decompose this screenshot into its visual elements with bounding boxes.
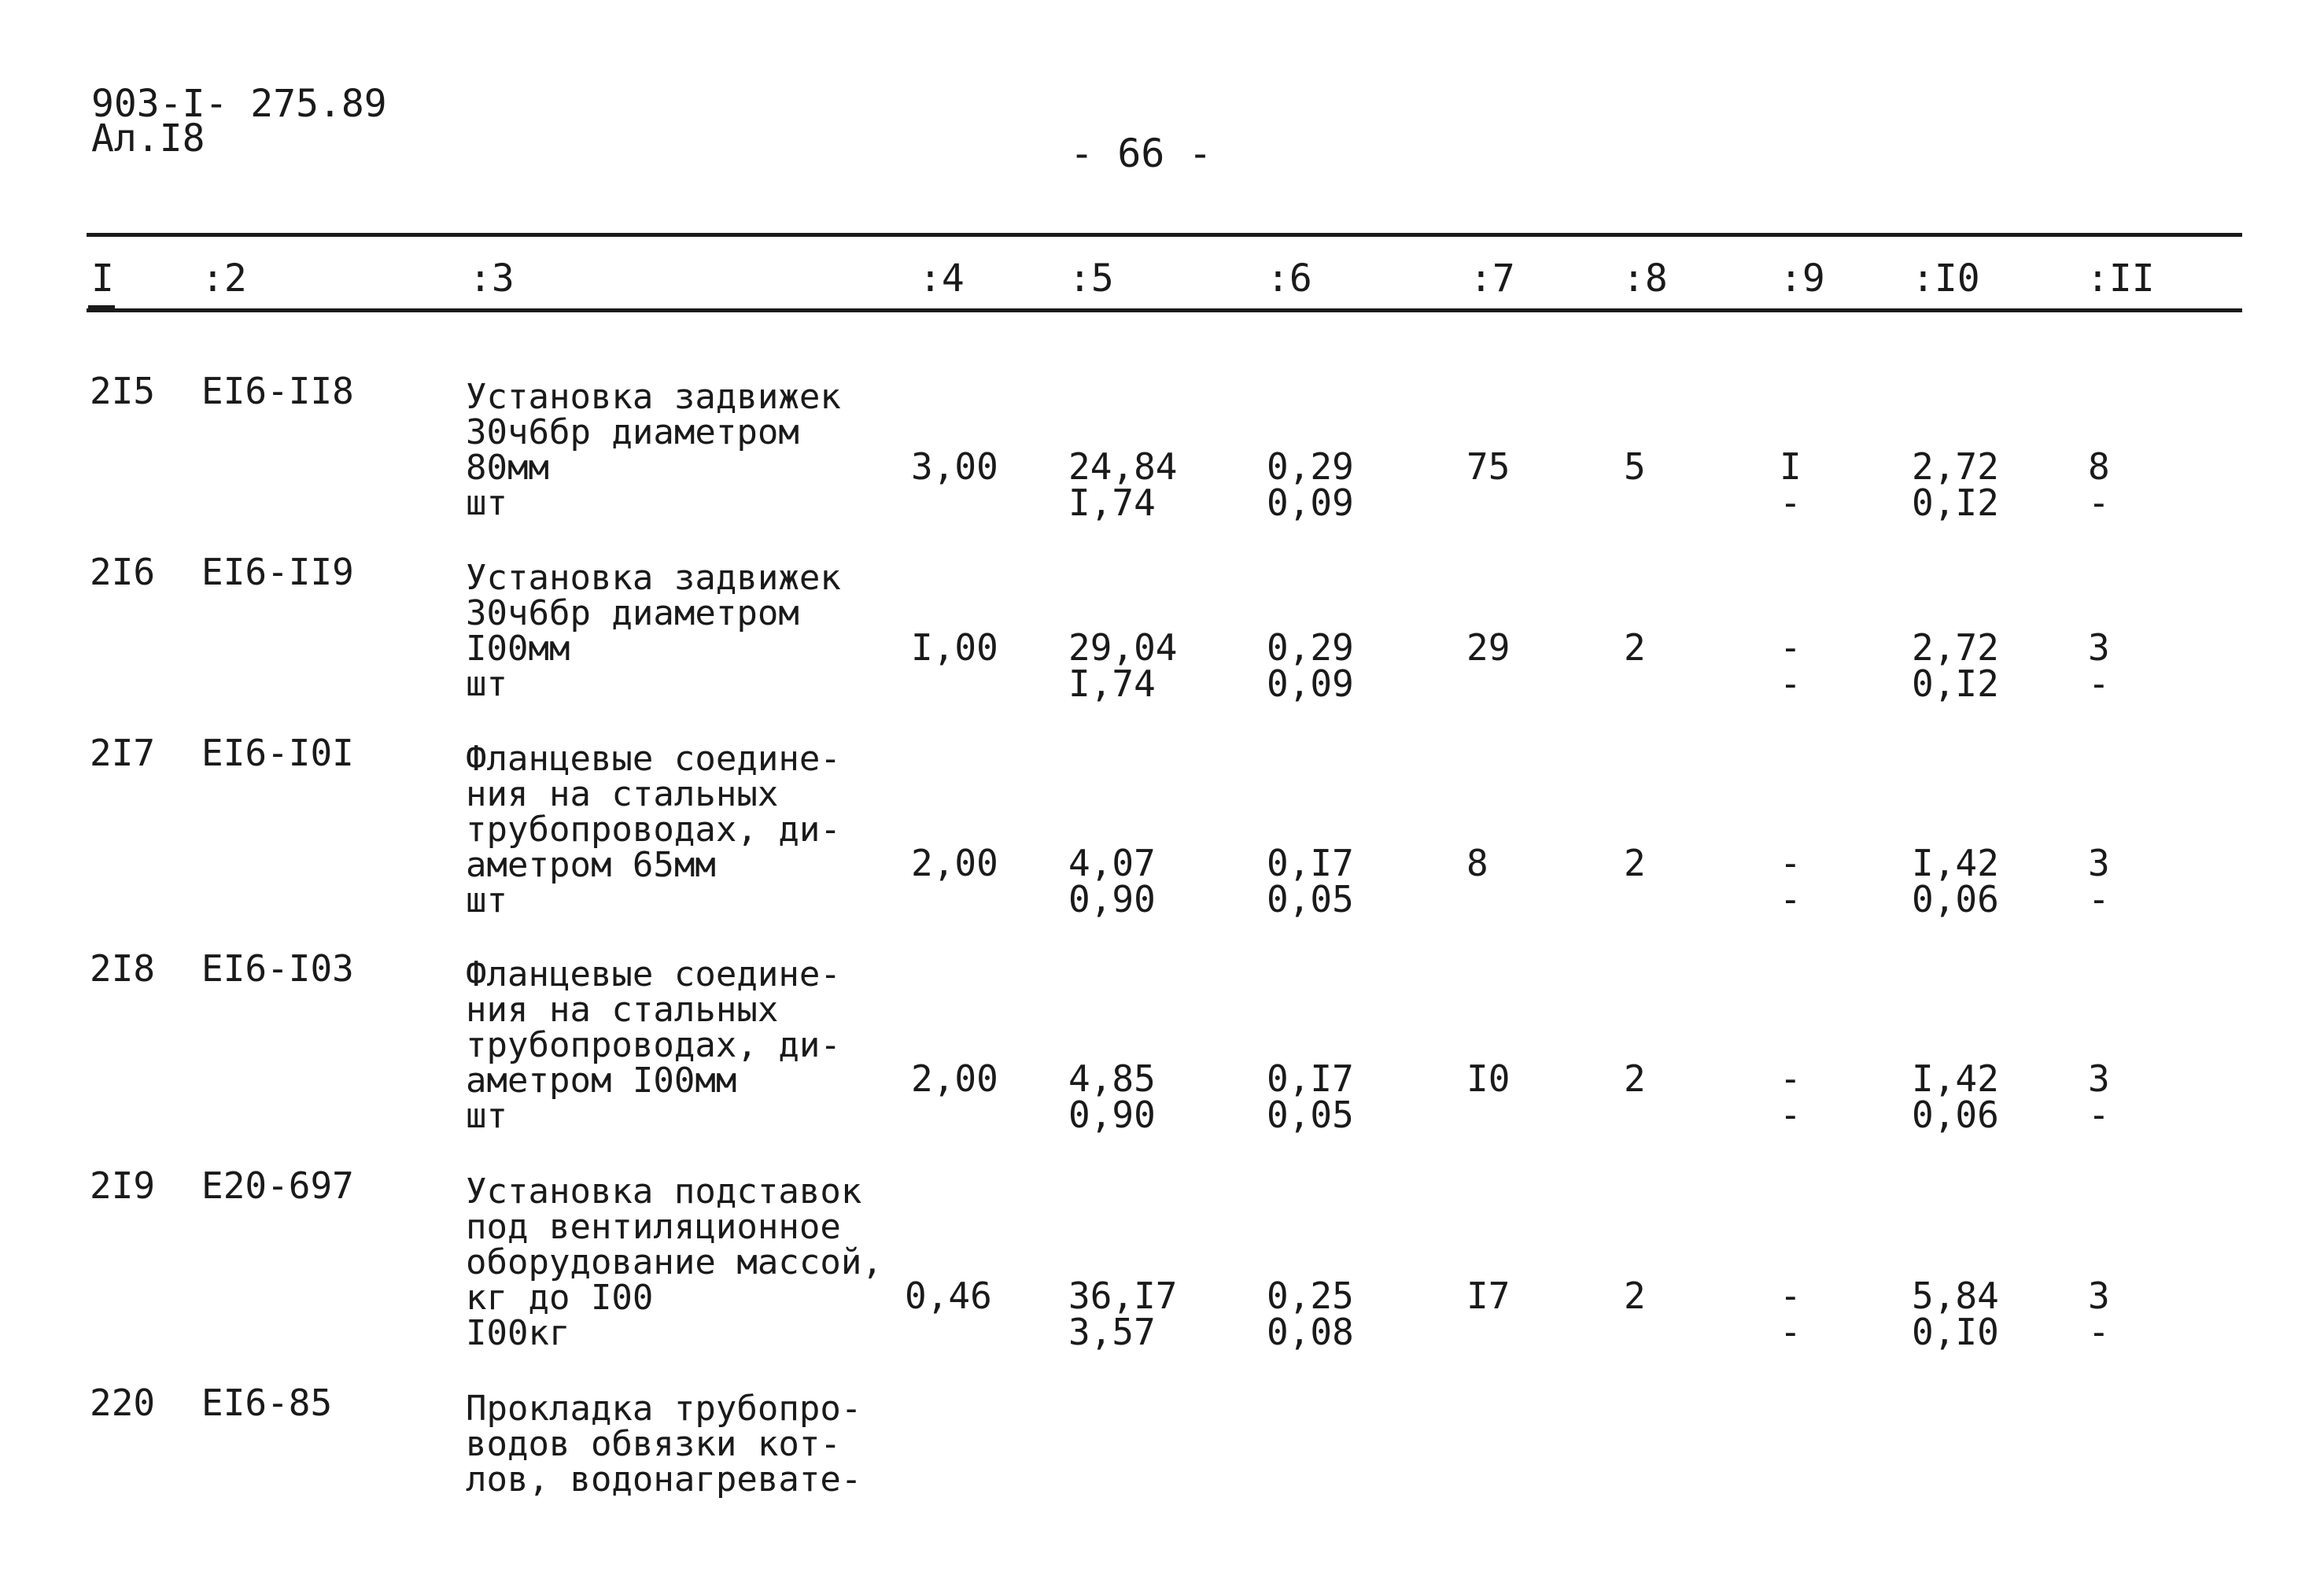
col5-value: 24,84 I,74	[1068, 445, 1178, 524]
col5-value: 36,I7 3,57	[1068, 1275, 1178, 1353]
column-header: :7	[1470, 256, 1515, 301]
col6-value: 0,29 0,09	[1267, 626, 1354, 705]
work-description: Установка задвижек 30ч6бр диаметром I00мм шт	[466, 558, 841, 704]
col11-value: 3 -	[2088, 1057, 2110, 1136]
row-number: 2I5	[90, 370, 156, 412]
col10-value: 2,72 0,I2	[1912, 626, 1999, 705]
norm-code: EI6-I03	[201, 947, 354, 990]
col9-value: I -	[1780, 445, 1802, 524]
row-number: 2I8	[90, 947, 156, 990]
col4-value: 2,00	[911, 1057, 998, 1100]
norm-code: EI6-85	[201, 1382, 333, 1424]
row-number: 2I6	[90, 551, 156, 593]
work-description: Прокладка трубопро- водов обвязки кот- лов, водонагревате-	[466, 1389, 862, 1500]
col8-value: 5	[1624, 445, 1646, 488]
column-header: :3	[469, 256, 515, 301]
norm-code: E20-697	[201, 1164, 354, 1207]
col9-value: - -	[1780, 1275, 1802, 1353]
page-number: - 66 -	[1070, 131, 1212, 176]
col8-value: 2	[1624, 1275, 1646, 1317]
col8-value: 2	[1624, 626, 1646, 669]
col6-value: 0,I7 0,05	[1267, 842, 1354, 920]
column-header: :I0	[1912, 256, 1980, 301]
sheet-number: Ал.I8	[91, 116, 205, 160]
col4-value: I,00	[911, 626, 998, 669]
col4-value: 2,00	[911, 842, 998, 884]
col11-value: 3 -	[2088, 842, 2110, 920]
row-number: 2I7	[90, 732, 156, 774]
col11-value: 3 -	[2088, 626, 2110, 705]
col6-value: 0,I7 0,05	[1267, 1057, 1354, 1136]
col10-value: I,42 0,06	[1912, 1057, 1999, 1136]
row-number: 220	[90, 1382, 156, 1424]
work-description: Фланцевые соедине- ния на стальных трубопроводах, ди- аметром 65мм шт	[466, 739, 841, 920]
col8-value: 2	[1624, 842, 1646, 884]
col8-value: 2	[1624, 1057, 1646, 1100]
col5-value: 4,85 0,90	[1068, 1057, 1156, 1136]
column-header: :6	[1267, 256, 1312, 301]
work-description: Установка подставок под вентиляционное оборудование массой, кг до I00 I00кг	[466, 1171, 883, 1353]
col4-value: 0,46	[905, 1275, 992, 1317]
col4-value: 3,00	[911, 445, 998, 488]
col6-value: 0,29 0,09	[1267, 445, 1354, 524]
header-rule	[87, 308, 2242, 312]
col7-value: 8	[1466, 842, 1488, 884]
col7-value: I7	[1466, 1275, 1511, 1317]
column-header: :2	[201, 256, 247, 301]
column-header-underline	[88, 305, 115, 308]
col7-value: I0	[1466, 1057, 1511, 1100]
col5-value: 4,07 0,90	[1068, 842, 1156, 920]
col9-value: - -	[1780, 1057, 1802, 1136]
norm-code: EI6-II9	[201, 551, 354, 593]
document-id: 903-I- 275.89	[91, 82, 387, 126]
col9-value: - -	[1780, 626, 1802, 705]
norm-code: EI6-I0I	[201, 732, 354, 774]
column-header: :II	[2086, 256, 2155, 301]
col7-value: 75	[1466, 445, 1511, 488]
column-header: :8	[1622, 256, 1668, 301]
work-description: Фланцевые соедине- ния на стальных трубопроводах, ди- аметром I00мм шт	[466, 954, 841, 1136]
column-header: I	[91, 256, 114, 301]
col10-value: 5,84 0,I0	[1912, 1275, 1999, 1353]
column-header: :5	[1068, 256, 1114, 301]
col11-value: 8 -	[2088, 445, 2110, 524]
col5-value: 29,04 I,74	[1068, 626, 1178, 705]
col6-value: 0,25 0,08	[1267, 1275, 1354, 1353]
column-header: :4	[919, 256, 965, 301]
work-description: Установка задвижек 30ч6бр диаметром 80мм шт	[466, 377, 841, 523]
top-rule	[87, 233, 2242, 237]
col9-value: - -	[1780, 842, 1802, 920]
norm-code: EI6-II8	[201, 370, 354, 412]
row-number: 2I9	[90, 1164, 156, 1207]
col10-value: 2,72 0,I2	[1912, 445, 1999, 524]
column-header: :9	[1780, 256, 1825, 301]
col10-value: I,42 0,06	[1912, 842, 1999, 920]
col11-value: 3 -	[2088, 1275, 2110, 1353]
col7-value: 29	[1466, 626, 1511, 669]
